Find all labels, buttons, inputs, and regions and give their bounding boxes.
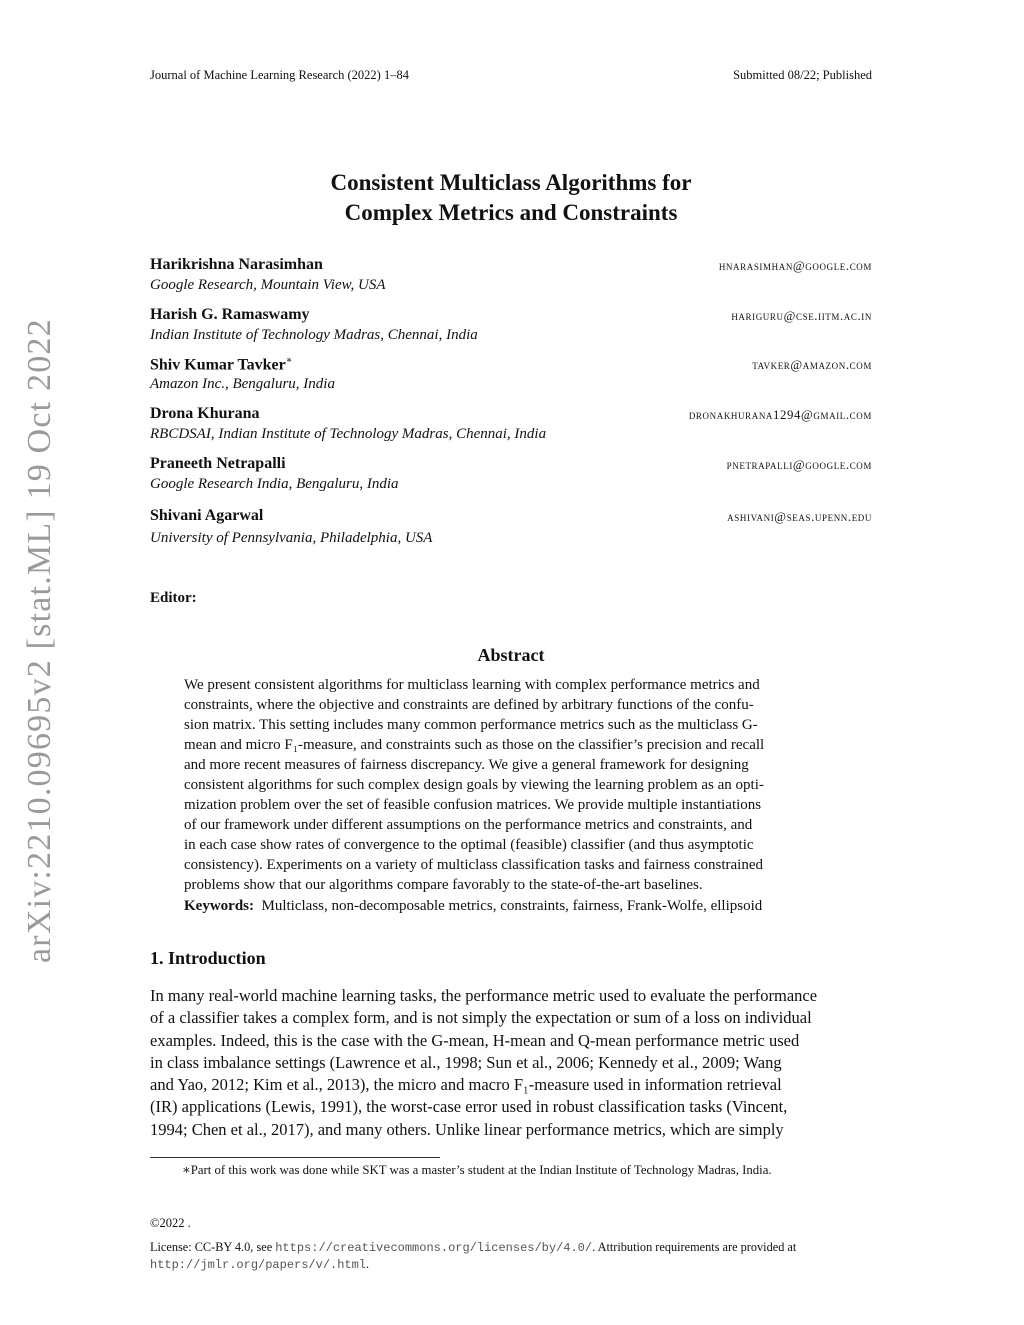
author-block	[150, 306, 872, 350]
license-end: .	[366, 1257, 370, 1271]
footnote: ∗Part of this work was done while SKT was a master’s student at the Indian Institute of Technology Madras, India.	[182, 1163, 772, 1177]
abstract-body	[184, 675, 840, 895]
keywords-text: Multiclass, non-decomposable metrics, constraints, fairness, Frank-Wolfe, ellipsoid	[261, 898, 763, 914]
author-email[interactable]: hnarasimhan@google.com	[718, 259, 872, 273]
author-block	[150, 455, 872, 499]
author-name: Harikrishna Narasimhan	[150, 256, 323, 273]
author-affiliation: RBCDSAI, Indian Institute of Technology Madras, Chennai, India	[150, 426, 547, 442]
author-block	[150, 256, 872, 300]
abstract-line: We present consistent algorithms for multiclass learning with complex performance metrics and	[184, 677, 760, 693]
abstract-line: consistent algorithms for such complex design goals by viewing the learning problem as an opti-	[184, 777, 764, 793]
intro-body	[150, 985, 874, 1141]
license-link[interactable]: https://creativecommons.org/licenses/by/4.0/	[275, 1241, 593, 1255]
author-name: Harish G. Ramaswamy	[150, 306, 310, 323]
author-name: Shiv Kumar Tavker	[150, 356, 286, 374]
intro-line: and Yao, 2012; Kim et al., 2013), the micro and macro F₁-measure used in information retrieval	[150, 1075, 782, 1095]
author-email[interactable]: tavker@amazon.com	[752, 358, 872, 372]
license-prefix: License: CC-BY 4.0, see	[150, 1240, 276, 1254]
intro-line: 1994; Chen et al., 2017), and many others. Unlike linear performance metrics, which are simply	[150, 1119, 784, 1139]
footnote-marker[interactable]: ∗	[285, 355, 293, 366]
arxiv-stamp: arXiv:2210.09695v2 [stat.ML] 19 Oct 2022	[21, 318, 58, 963]
abstract-line: constraints, where the objective and constraints are defined by arbitrary functions of the confu-	[184, 697, 754, 713]
author-name-wrap	[150, 355, 293, 374]
author-block	[150, 507, 872, 551]
editor-label: Editor:	[150, 590, 197, 606]
author-affiliation: Indian Institute of Technology Madras, Chennai, India	[150, 327, 478, 343]
abstract-line: in each case show rates of convergence to the optimal (feasible) classifier (and thus asymptotic	[184, 837, 754, 853]
author-affiliation: University of Pennsylvania, Philadelphia, USA	[150, 530, 433, 546]
abstract-line: and more recent measures of fairness discrepancy. We give a general framework for designing	[184, 757, 749, 773]
intro-line: examples. Indeed, this is the case with the G-mean, H-mean and Q-mean performance metric used	[150, 1030, 800, 1050]
author-email[interactable]: hariguru@cse.iitm.ac.in	[731, 309, 872, 323]
intro-line: in class imbalance settings (Lawrence et al., 1998; Sun et al., 2006; Kennedy et al., 2009; Wang	[150, 1052, 782, 1072]
footnote-rule	[150, 1157, 440, 1158]
author-block	[150, 405, 872, 449]
intro-line: In many real-world machine learning tasks, the performance metric used to evaluate the performance	[150, 986, 818, 1005]
author-name: Praneeth Netrapalli	[150, 455, 286, 472]
abstract-heading: Abstract	[477, 645, 545, 665]
title-line-1: Consistent Multiclass Algorithms for	[330, 170, 692, 195]
copyright: ©2022 .	[150, 1216, 191, 1230]
title-line-2: Complex Metrics and Constraints	[344, 200, 678, 225]
author-name: Drona Khurana	[150, 405, 260, 422]
abstract-line: problems show that our algorithms compare favorably to the state-of-the-art baselines.	[184, 877, 703, 893]
abstract-line: mization problem over the set of feasible confusion matrices. We provide multiple instantiations	[184, 797, 762, 813]
author-email[interactable]: dronakhurana1294@gmail.com	[688, 408, 872, 422]
author-affiliation: Google Research, Mountain View, USA	[150, 277, 386, 293]
author-email[interactable]: ashivani@seas.upenn.edu	[727, 510, 872, 524]
author-block	[150, 355, 872, 399]
intro-line: of a classifier takes a complex form, and is not simply the expectation or sum of a loss on individual	[150, 1008, 812, 1028]
author-affiliation: Google Research India, Bengaluru, India	[150, 476, 399, 492]
abstract-line: mean and micro F₁-measure, and constraints such as those on the classifier’s precision and recall	[184, 737, 765, 753]
license	[150, 1239, 874, 1273]
author-affiliation: Amazon Inc., Bengaluru, India	[150, 376, 335, 392]
section-heading: 1. Introduction	[150, 948, 266, 968]
author-name: Shivani Agarwal	[150, 507, 264, 524]
keywords-label: Keywords:	[184, 898, 254, 914]
abstract-line: of our framework under different assumptions on the performance metrics and constraints, and	[184, 817, 753, 833]
paper-link[interactable]: http://jmlr.org/papers/v/.html	[150, 1258, 367, 1272]
abstract-line: sion matrix. This setting includes many common performance metrics such as the multiclass G-	[184, 717, 758, 733]
keywords-line	[184, 898, 844, 915]
author-email[interactable]: pnetrapalli@google.com	[726, 458, 872, 472]
license-mid: . Attribution requirements are provided at	[592, 1240, 797, 1254]
intro-line: (IR) applications (Lewis, 1991), the worst-case error used in robust classification tasks (Vincent,	[150, 1097, 788, 1117]
abstract-line: consistency). Experiments on a variety of multiclass classification tasks and fairness constrained	[184, 857, 764, 873]
running-header-journal: Journal of Machine Learning Research (2022) 1–84	[150, 68, 409, 82]
paper-title	[150, 168, 872, 228]
running-header-submitted: Submitted 08/22; Published	[733, 68, 872, 82]
